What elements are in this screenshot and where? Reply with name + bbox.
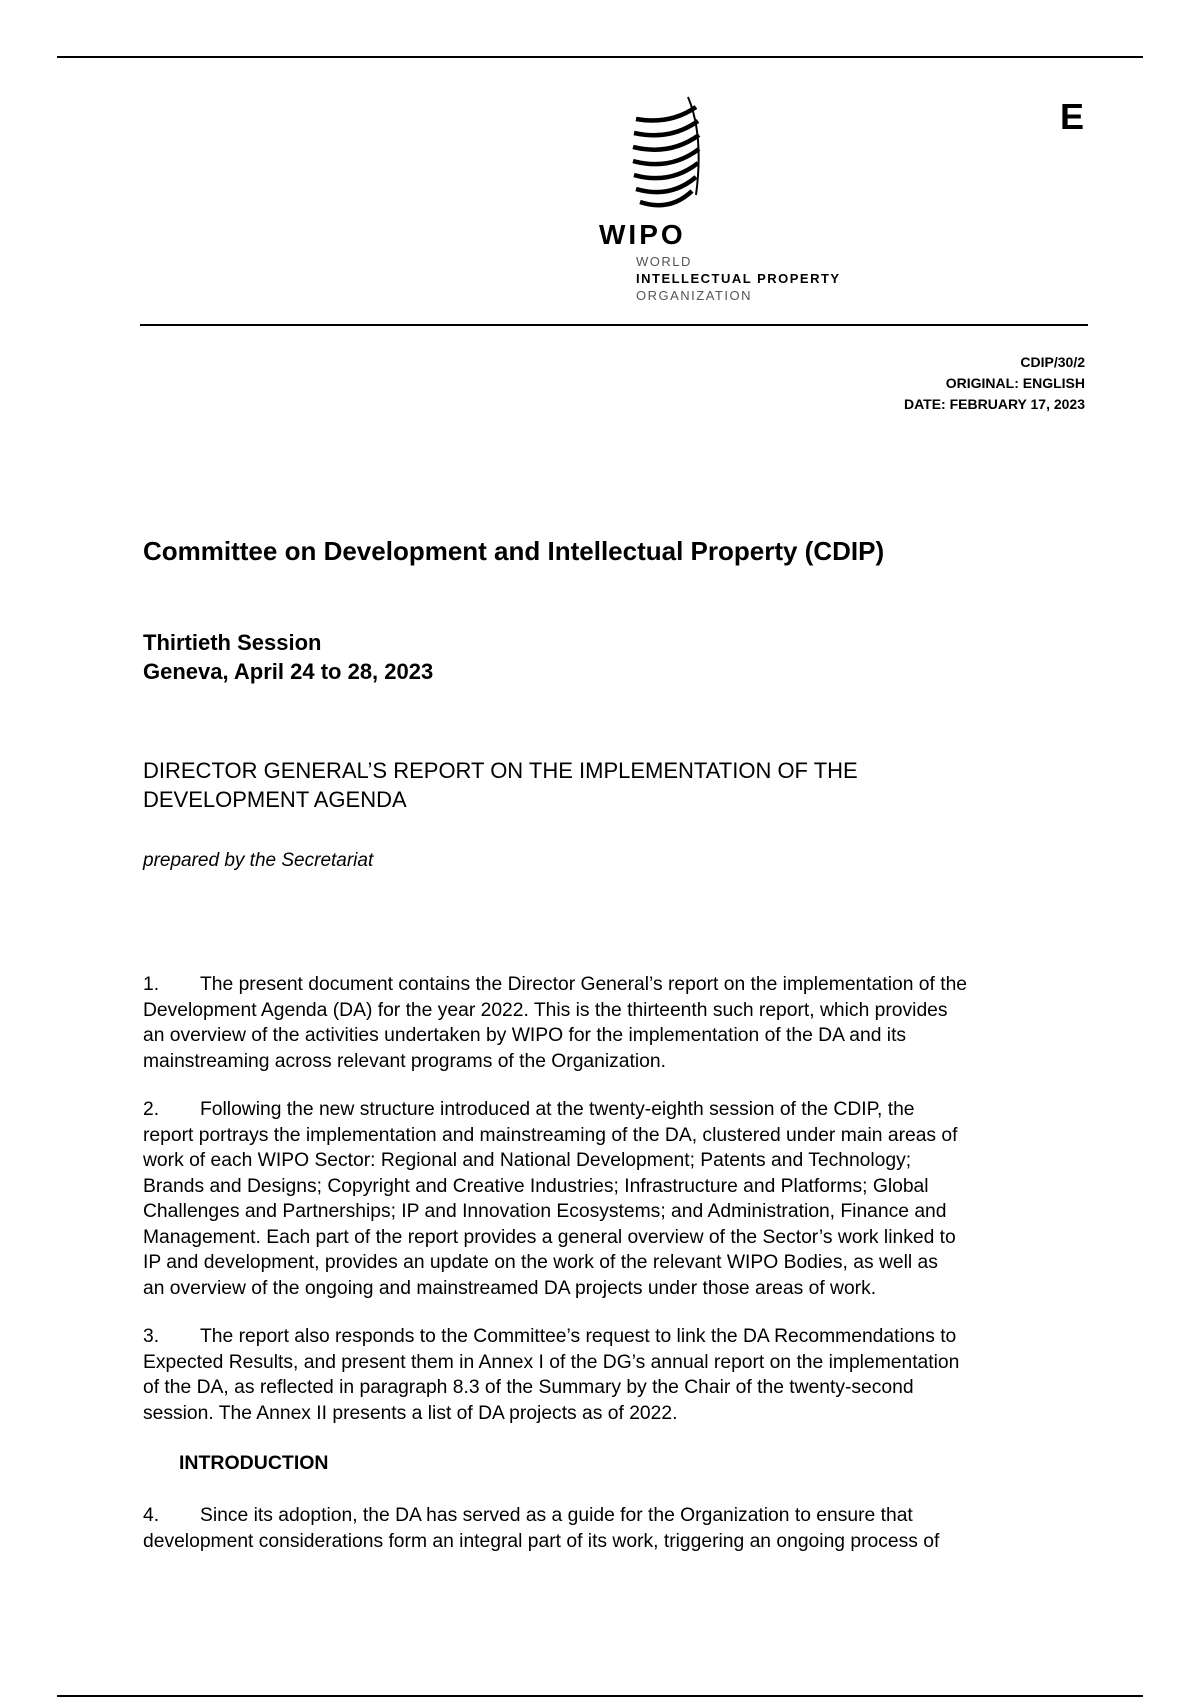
report-title bbox=[143, 756, 1043, 814]
bottom-rule bbox=[57, 1695, 1143, 1697]
section-heading-introduction: INTRODUCTION bbox=[179, 1452, 329, 1474]
paragraph-3 bbox=[143, 1324, 1088, 1426]
paragraph-line: Development Agenda (DA) for the year 2022. This is the thirteenth such report, which provides bbox=[143, 999, 948, 1021]
document-date: DATE: FEBRUARY 17, 2023 bbox=[903, 396, 1085, 412]
paragraph-line: report portrays the implementation and mainstreaming of the DA, clustered under main areas of bbox=[143, 1124, 958, 1146]
header-rule bbox=[140, 324, 1088, 326]
paragraph-line: work of each WIPO Sector: Regional and National Development; Patents and Technology; bbox=[143, 1150, 912, 1171]
paragraph-line: IP and development, provides an update on the work of the relevant WIPO Bodies, as well as bbox=[143, 1252, 938, 1273]
paragraph-number: 2. bbox=[143, 1099, 160, 1120]
paragraph-line: The report also responds to the Committee’s request to link the DA Recommendations to bbox=[200, 1326, 957, 1347]
language-code: E bbox=[1060, 96, 1085, 137]
paragraph-line: Following the new structure introduced at the twenty-eighth session of the CDIP, the bbox=[200, 1099, 915, 1120]
committee-title: Committee on Development and Intellectual Property (CDIP) bbox=[143, 536, 885, 566]
logo-wordmark: WIPO bbox=[599, 219, 686, 250]
paragraph-2 bbox=[143, 1097, 1088, 1301]
document-id: CDIP/30/2 bbox=[1020, 354, 1085, 370]
session-info bbox=[143, 628, 433, 686]
paragraph-line: Brands and Designs; Copyright and Creative Industries; Infrastructure and Platforms; Global bbox=[143, 1175, 929, 1197]
paragraph-4 bbox=[143, 1503, 1088, 1554]
paragraph-line: an overview of the activities undertaken by WIPO for the implementation of the DA and its bbox=[143, 1025, 907, 1046]
paragraph-line: Challenges and Partnerships; IP and Innovation Ecosystems; and Administration, Finance and bbox=[143, 1201, 947, 1222]
wipo-globe-icon bbox=[630, 95, 704, 215]
paragraph-line: Since its adoption, the DA has served as a guide for the Organization to ensure that bbox=[200, 1505, 913, 1526]
paragraph-line: session. The Annex II presents a list of DA projects as of 2022. bbox=[143, 1402, 678, 1424]
top-rule bbox=[57, 56, 1143, 58]
paragraph-line: an overview of the ongoing and mainstreamed DA projects under those areas of work. bbox=[143, 1277, 877, 1299]
logo-line-organization: ORGANIZATION bbox=[636, 288, 752, 303]
paragraph-line: development considerations form an integral part of its work, triggering an ongoing process of bbox=[143, 1530, 940, 1552]
original-language: ORIGINAL: ENGLISH bbox=[945, 375, 1085, 391]
logo-line-ip: INTELLECTUAL PROPERTY bbox=[636, 271, 841, 286]
session-place-dates: Geneva, April 24 to 28, 2023 bbox=[143, 659, 434, 684]
paragraph-number: 1. bbox=[143, 974, 160, 995]
report-title-line: DIRECTOR GENERAL’S REPORT ON THE IMPLEMENTATION OF THE bbox=[143, 758, 858, 783]
paragraph-line: of the DA, as reflected in paragraph 8.3 of the Summary by the Chair of the twenty-second bbox=[143, 1377, 914, 1398]
logo-line-world: WORLD bbox=[636, 254, 692, 269]
paragraph-line: Expected Results, and present them in Annex I of the DG’s annual report on the implementation bbox=[143, 1351, 960, 1373]
session-name: Thirtieth Session bbox=[143, 630, 322, 655]
wipo-logo bbox=[596, 95, 1096, 305]
prepared-by: prepared by the Secretariat bbox=[143, 850, 374, 871]
paragraph-number: 3. bbox=[143, 1326, 160, 1347]
document-metadata bbox=[904, 352, 1085, 415]
paragraph-number: 4. bbox=[143, 1505, 160, 1526]
paragraph-line: mainstreaming across relevant programs of the Organization. bbox=[143, 1050, 666, 1072]
report-title-line: DEVELOPMENT AGENDA bbox=[143, 787, 407, 812]
paragraph-1 bbox=[143, 972, 1088, 1074]
paragraph-line: Management. Each part of the report provides a general overview of the Sector’s work linked to bbox=[143, 1226, 956, 1248]
paragraph-line: The present document contains the Director General’s report on the implementation of the bbox=[200, 974, 968, 995]
